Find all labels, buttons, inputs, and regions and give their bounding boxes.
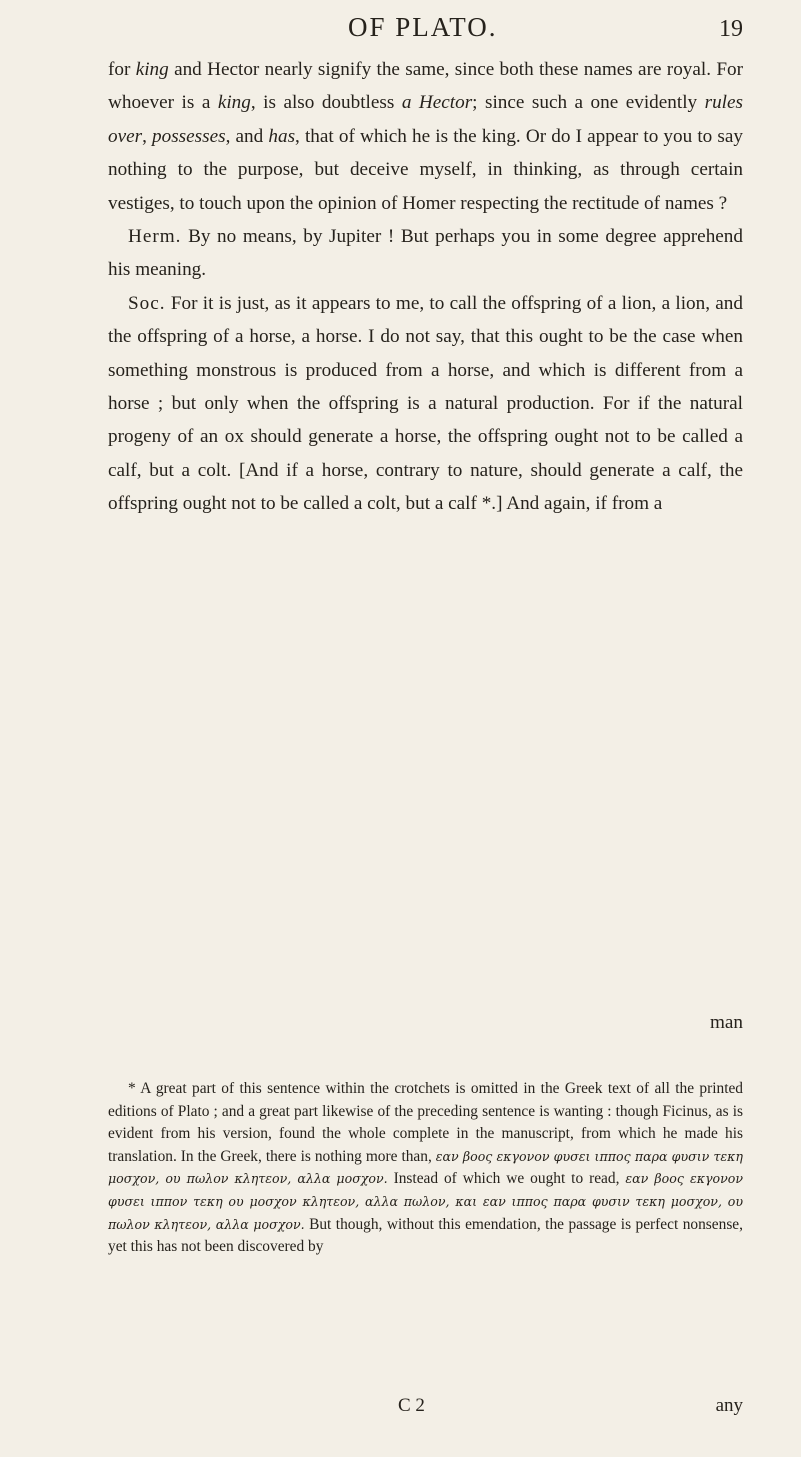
italic-has: has <box>268 125 296 147</box>
footnote: * A great part of this sentence within the crotchets is omitted in the Greek text of all the printed editions of Plato ; and a great part likewise of the preceding sentence is wanting : though Ficinus, as is evident from his version, found the whole complete in the manuscript, from which he made his translation. In the Greek, there is nothing more than, εαν βοος εκγονον φυσει ιππος παρα φυσιν τεκη μοσχον, ου πωλον κλητεον, αλλα μοσχον. Instead of which we ought to read, εαν βοος εκγονον φυσει ιππον τεκη ου μοσχον κλητεον, αλλα πωλον, και εαν ιππος παρα φυσιν τεκη μοσχον, ου πωλον κλητεον, αλλα μοσχον. But though, without this emendation, the passage is perfect nonsense, yet this has not been discovered by <box>108 1080 743 1256</box>
running-title: OF PLATO. <box>348 12 498 42</box>
italic-rules-over: rules over <box>108 92 743 147</box>
speaker-herm: Herm. <box>128 226 182 248</box>
italic-king-2: king <box>217 92 251 114</box>
speaker-soc: Soc. <box>128 292 166 314</box>
signature-mark: C 2 <box>398 1395 425 1416</box>
paragraph-hector: for king and Hector nearly signify the same, since both these names are royal. For whoever is a king, is also doubtless a Hector; since such a one evidently rules over, possesses, and has, that of which he is the king. Or do I appear to you to say nothing to the purpose, but deceive myself, in thinking, as through certain vestiges, to touch upon the opinion of Homer respecting the rectitude of names ? <box>108 59 744 214</box>
italic-a-hector: a Hector <box>401 92 473 114</box>
italic-king: king <box>135 59 169 80</box>
greek-quotation-2: εαν βοος εκγονον φυσει ιππον τεκη ου μοσχον κλητεον, αλλα πωλον, και εαν ιππος παρα φυσιν τεκη μοσχον, ου πωλον κλητεον, αλλα μοσχον. <box>108 1171 743 1232</box>
page-number: 19 <box>719 16 743 42</box>
paragraph-hermogenes: Herm. By no means, by Jupiter ! But perhaps you in some degree apprehend his meaning. <box>108 226 743 281</box>
catchword-man: man <box>709 1012 743 1033</box>
greek-quotation-1: εαν βοος εκγονον φυσει ιππος παρα φυσιν τεκη μοσχον, ου πωλον κλητεον, αλλα μοσχον. <box>108 1148 743 1187</box>
running-head <box>108 12 743 42</box>
catchword-any: any <box>715 1395 743 1416</box>
paragraph-socrates: Soc. For it is just, as it appears to me, to call the offspring of a lion, a lion, and the offspring of a horse, a horse. I do not say, that this ought to be the case when something monstrous is produced from a horse, and which is different from a horse ; but only when the offspring is a natural production. For if the natural progeny of an ox should generate a horse, the offspring ought not to be called a calf, but a colt. [And if a horse, contrary to nature, should generate a calf, the offspring ought not to be called a colt, but a calf *.] And again, if from a <box>108 292 743 515</box>
italic-possesses: possesses <box>152 125 226 147</box>
main-text <box>108 53 743 521</box>
signature-line <box>108 1395 743 1425</box>
